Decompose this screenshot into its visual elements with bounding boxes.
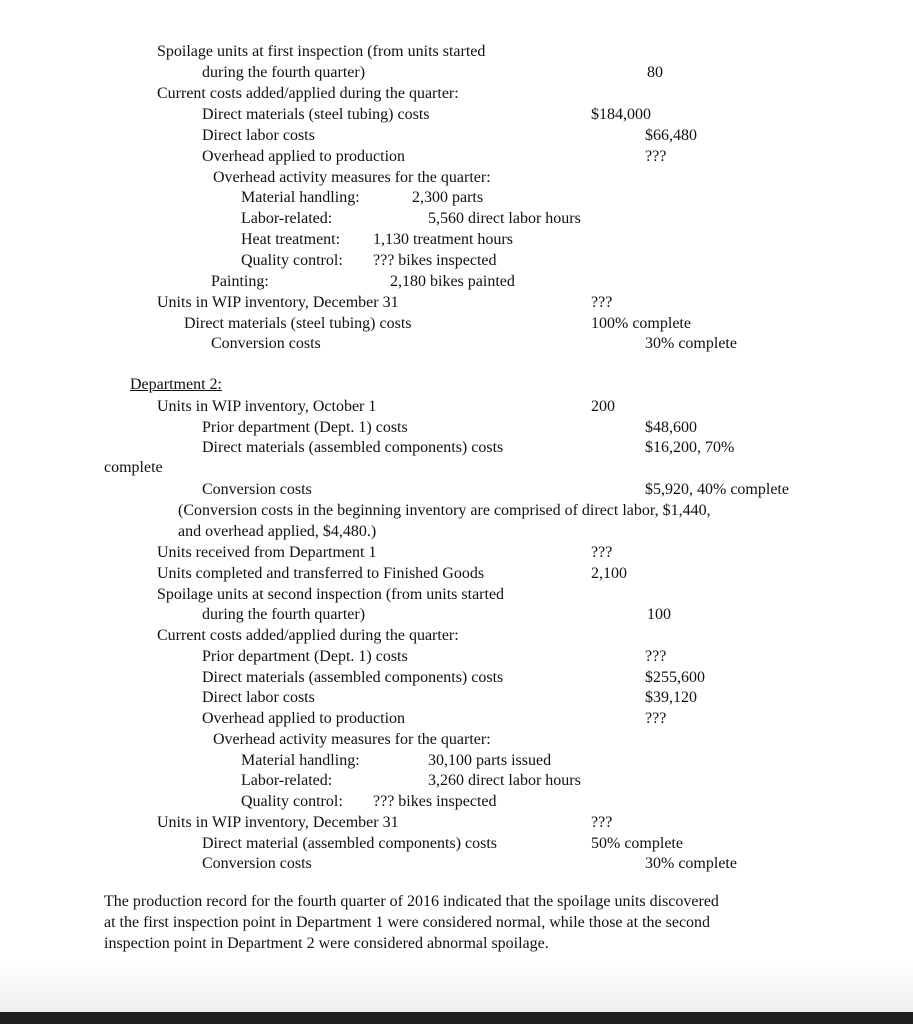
dept2-cur-prior-value: ??? <box>645 648 667 665</box>
dept1-dm-label: Direct materials (steel tubing) costs <box>202 106 430 123</box>
dept1-activity-heading: Overhead activity measures for the quarter: <box>213 169 491 186</box>
page-bottom-shadow <box>0 958 913 1012</box>
dept2-prior-label: Prior department (Dept. 1) costs <box>202 419 408 436</box>
dept2-wip-conv-value: 30% complete <box>645 855 737 872</box>
dept2-wip-dm-value: 50% complete <box>591 835 683 852</box>
dept1-wip-end-value: ??? <box>591 294 613 311</box>
dept2-lr-label: Labor-related: <box>241 772 333 789</box>
dept1-wip-conv-value: 30% complete <box>645 335 737 352</box>
dept2-cur-oh-value: ??? <box>645 710 667 727</box>
dept2-completed-label: Units completed and transferred to Finished Goods <box>157 565 485 582</box>
dept2-conv-label: Conversion costs <box>202 481 312 498</box>
dept2-conv-note-line2: and overhead applied, $4,480.) <box>178 523 377 540</box>
dept2-lr-value: 3,260 direct labor hours <box>428 772 581 789</box>
dept2-conv-note-line1: (Conversion costs in the beginning inventory are comprised of direct labor, $1,440, <box>178 502 711 519</box>
dept1-wip-dm-label: Direct materials (steel tubing) costs <box>184 315 412 332</box>
dept2-dm-value: $16,200, 70% <box>645 439 735 456</box>
footer-line3: inspection point in Department 2 were considered abnormal spoilage. <box>104 935 549 952</box>
dept1-mh-label: Material handling: <box>241 189 360 206</box>
dept2-spoilage-value: 100 <box>647 606 671 623</box>
dept2-activity-heading: Overhead activity measures for the quarter: <box>213 731 491 748</box>
dept2-wip-begin-value: 200 <box>591 398 615 415</box>
dept2-mh-label: Material handling: <box>241 752 360 769</box>
dept2-cur-oh-label: Overhead applied to production <box>202 710 406 727</box>
dept1-spoilage-line2: during the fourth quarter) <box>202 64 366 81</box>
dept2-spoilage-line1: Spoilage units at second inspection (from units started <box>157 586 505 603</box>
dept1-paint-label: Painting: <box>211 273 269 290</box>
dept1-wip-conv-label: Conversion costs <box>211 335 321 352</box>
dept1-current-costs-heading: Current costs added/applied during the quarter: <box>157 85 459 102</box>
dept1-qc-value: ??? bikes inspected <box>373 252 497 269</box>
dept1-dl-value: $66,480 <box>645 127 697 144</box>
dept2-cur-prior-label: Prior department (Dept. 1) costs <box>202 648 408 665</box>
dept2-wip-begin-label: Units in WIP inventory, October 1 <box>157 398 377 415</box>
dept2-prior-value: $48,600 <box>645 419 697 436</box>
dept2-spoilage-line2: during the fourth quarter) <box>202 606 366 623</box>
dept2-heading: Department 2: <box>130 376 222 393</box>
dept1-qc-label: Quality control: <box>241 252 343 269</box>
dept2-received-value: ??? <box>591 544 613 561</box>
dept2-cur-dl-value: $39,120 <box>645 689 697 706</box>
dept2-received-label: Units received from Department 1 <box>157 544 377 561</box>
footer-line1: The production record for the fourth quarter of 2016 indicated that the spoilage units discovered <box>104 893 719 910</box>
dept2-qc-value: ??? bikes inspected <box>373 793 497 810</box>
dept2-current-costs-heading: Current costs added/applied during the quarter: <box>157 627 459 644</box>
dept2-wip-end-label: Units in WIP inventory, December 31 <box>157 814 399 831</box>
dept2-mh-value: 30,100 parts issued <box>428 752 552 769</box>
dept1-ht-label: Heat treatment: <box>241 231 341 248</box>
dept2-cur-dm-label: Direct materials (assembled components) costs <box>202 669 504 686</box>
dept1-lr-value: 5,560 direct labor hours <box>428 210 581 227</box>
dept2-cur-dm-value: $255,600 <box>645 669 705 686</box>
dept1-paint-value: 2,180 bikes painted <box>390 273 515 290</box>
dept2-conv-value: $5,920, 40% complete <box>645 481 789 498</box>
footer-line2: at the first inspection point in Department 1 were considered normal, while those at the second <box>104 914 711 931</box>
dept1-spoilage-line1: Spoilage units at first inspection (from units started <box>157 43 486 60</box>
dept1-oh-label: Overhead applied to production <box>202 148 406 165</box>
dept1-wip-dm-value: 100% complete <box>591 315 691 332</box>
dept1-oh-value: ??? <box>645 148 667 165</box>
dept2-complete-word: complete <box>104 459 163 476</box>
dept2-wip-conv-label: Conversion costs <box>202 855 312 872</box>
dept2-wip-dm-label: Direct material (assembled components) costs <box>202 835 498 852</box>
dept1-dl-label: Direct labor costs <box>202 127 315 144</box>
dept2-wip-end-value: ??? <box>591 814 613 831</box>
viewer-bottom-bar <box>0 1012 913 1024</box>
dept2-dm-label: Direct materials (assembled components) costs <box>202 439 504 456</box>
dept2-qc-label: Quality control: <box>241 793 343 810</box>
dept1-dm-value: $184,000 <box>591 106 651 123</box>
dept1-lr-label: Labor-related: <box>241 210 333 227</box>
dept2-cur-dl-label: Direct labor costs <box>202 689 315 706</box>
dept1-ht-value: 1,130 treatment hours <box>373 231 513 248</box>
dept1-spoilage-value: 80 <box>647 64 663 81</box>
dept2-completed-value: 2,100 <box>591 565 627 582</box>
dept1-wip-end-label: Units in WIP inventory, December 31 <box>157 294 399 311</box>
dept1-mh-value: 2,300 parts <box>412 189 484 206</box>
